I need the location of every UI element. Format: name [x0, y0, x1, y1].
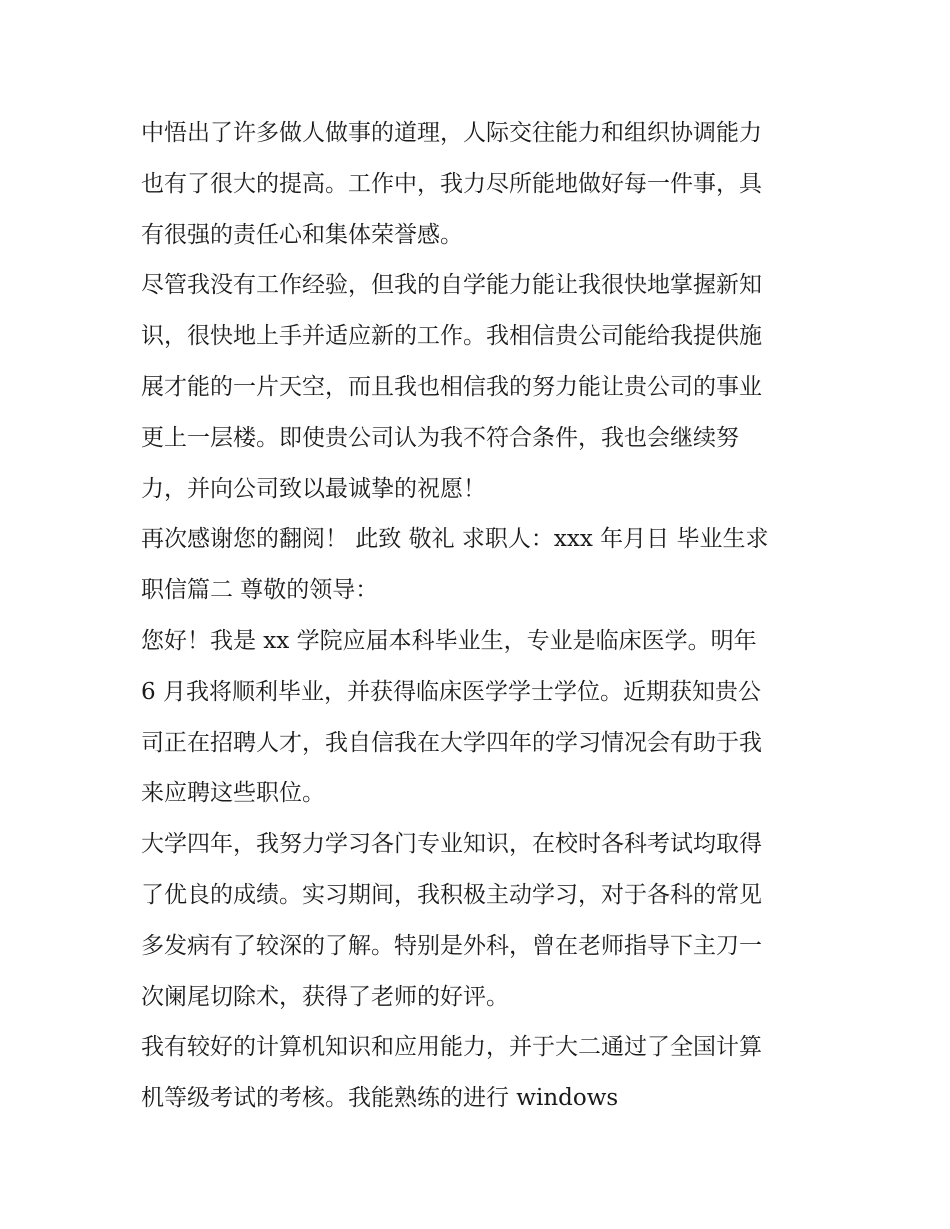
text-line: 更上一层楼。即使贵公司认为我不符合条件，我也会继续努: [141, 424, 739, 451]
text-line: 6 月我将顺利毕业，并获得临床医学学士学位。近期获知贵公: [141, 678, 761, 705]
text-line: 大学四年，我努力学习各门专业知识，在校时各科考试均取得: [141, 831, 762, 858]
text-line: 机等级考试的考核。我能熟练的进行 windows: [141, 1085, 619, 1112]
text-line: 识，很快地上手并适应新的工作。我相信贵公司能给我提供施: [141, 323, 762, 350]
text-line: 来应聘这些职位。: [141, 780, 325, 807]
text-line: 我有较好的计算机知识和应用能力，并于大二通过了全国计算: [141, 1034, 762, 1061]
text-line: 也有了很大的提高。工作中，我力尽所能地做好每一件事，具: [141, 170, 762, 197]
text-line: 次阑尾切除术，获得了老师的好评。: [141, 983, 509, 1010]
text-line: 尽管我没有工作经验，但我的自学能力能让我很快地掌握新知: [141, 272, 762, 299]
text-line: 展才能的一片天空，而且我也相信我的努力能让贵公司的事业: [141, 373, 762, 400]
text-line: 职信篇二 尊敬的领导：: [141, 577, 379, 604]
text-line: 有很强的责任心和集体荣誉感。: [141, 221, 463, 248]
text-line: 力，并向公司致以最诚挚的祝愿！: [141, 475, 486, 502]
text-line: 再次感谢您的翻阅！ 此致 敬礼 求职人：xxx 年月日 毕业生求: [141, 526, 769, 553]
text-line: 多发病有了较深的了解。特别是外科，曾在老师指导下主刀一: [141, 932, 762, 959]
text-line: 中悟出了许多做人做事的道理，人际交往能力和组织协调能力: [141, 120, 762, 146]
text-line: 您好！我是 xx 学院应届本科毕业生，专业是临床医学。明年: [141, 627, 757, 654]
text-line: 了优良的成绩。实习期间，我积极主动学习，对于各科的常见: [141, 881, 762, 908]
text-line: 司正在招聘人才，我自信我在大学四年的学习情况会有助于我: [141, 729, 762, 756]
body-text: [141, 108, 821, 1124]
